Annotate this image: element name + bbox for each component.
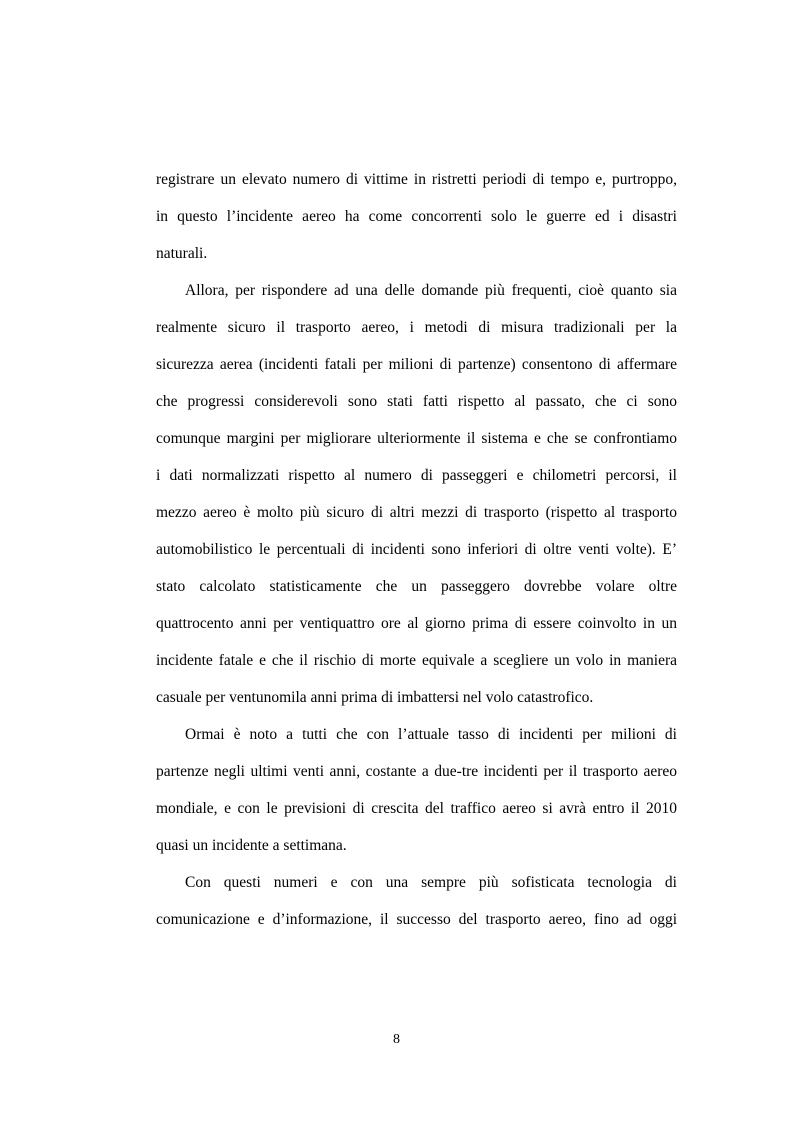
text-line: quattrocento anni per ventiquattro ore al giorno prima di essere coinvolto in un <box>156 615 677 632</box>
text-line: stato calcolato statisticamente che un passeggero dovrebbe volare oltre <box>156 578 677 595</box>
text-line: i dati normalizzati rispetto al numero di passeggeri e chilometri percorsi, il <box>156 467 677 484</box>
text-line: realmente sicuro il trasporto aereo, i metodi di misura tradizionali per la <box>156 319 677 336</box>
text-line: comunicazione e d’informazione, il successo del trasporto aereo, fino ad oggi <box>156 911 677 928</box>
text-line: partenze negli ultimi venti anni, costante a due-tre incidenti per il trasporto aereo <box>156 763 677 780</box>
text-line: Allora, per rispondere ad una delle domande più frequenti, cioè quanto sia <box>185 282 677 299</box>
text-line: quasi un incidente a settimana. <box>156 837 347 854</box>
text-line: Con questi numeri e con una sempre più sofisticata tecnologia di <box>185 874 677 891</box>
text-line: mondiale, e con le previsioni di crescita del traffico aereo si avrà entro il 2010 <box>156 800 677 817</box>
text-line: Ormai è noto a tutti che con l’attuale tasso di incidenti per milioni di <box>185 726 677 743</box>
text-line: mezzo aereo è molto più sicuro di altri mezzi di trasporto (rispetto al trasporto <box>156 504 677 521</box>
text-line: sicurezza aerea (incidenti fatali per milioni di partenze) consentono di affermare <box>156 356 677 373</box>
text-line: che progressi considerevoli sono stati fatti rispetto al passato, che ci sono <box>156 393 677 410</box>
text-line: naturali. <box>156 245 208 262</box>
text-line: casuale per ventunomila anni prima di imbattersi nel volo catastrofico. <box>156 689 594 706</box>
text-line: registrare un elevato numero di vittime in ristretti periodi di tempo e, purtroppo, <box>156 171 677 188</box>
text-line: comunque margini per migliorare ulteriormente il sistema e che se confrontiamo <box>156 430 677 447</box>
text-line: incidente fatale e che il rischio di morte equivale a scegliere un volo in maniera <box>156 652 677 669</box>
page-number: 8 <box>393 1032 400 1047</box>
text-line: automobilistico le percentuali di incidenti sono inferiori di oltre venti volte). E’ <box>156 541 677 558</box>
text-line: in questo l’incidente aereo ha come concorrenti solo le guerre ed i disastri <box>156 208 677 225</box>
